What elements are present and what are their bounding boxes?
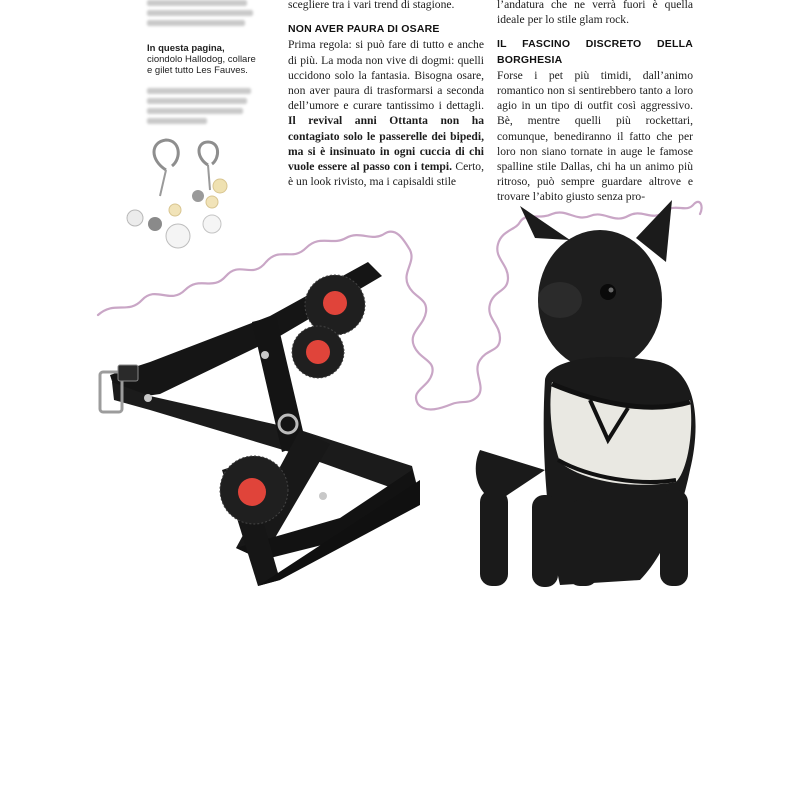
mid-para-1: Prima regola: si può fare di tutto e anche di più. La moda non vive di dogmi: quelli uccidono solo la fantasia. Bisogna osare, non aver paura di trasformarsi a seconda dell’umore e curare tantissimo i dettagli. — [288, 38, 484, 113]
harness-icon — [100, 262, 420, 586]
rose-ornament-bottom — [220, 456, 288, 524]
rose-ornament-middle — [292, 326, 344, 378]
mid-lead-line: scegliere tra i vari trend di stagione. — [288, 0, 455, 11]
right-lead-line: l’andatura che ne verrà fuori è quella ideale per lo stile glam rock. — [497, 0, 693, 27]
french-bulldog-icon — [476, 200, 696, 587]
right-paragraph: Forse i pet più timidi, dall’animo romantico non si sentirebbero tanto a loro agio in un tipo di outfit così aggressivo. Bè, mentre quelli più rockettari, comunque, benediranno il fatto che per loro non siano tornate in auge le famose spalline stile Dallas, chi ha un animo più ritroso, può sempre guardare altrove e trovare l’abito giusto senza pro- — [497, 68, 693, 204]
caption-text: ciondolo Hallodog, collare e gilet tutto Les Fauves. — [147, 54, 256, 76]
mid-para-bold: Il revival anni Ottanta non ha contagiato solo le passerelle dei bipedi, ma si è insinuato in ogni cuccia di chi vuole essere al passo con i tempi. — [288, 114, 484, 174]
mid-heading: NON AVER PAURA DI OSARE — [288, 23, 440, 36]
mid-para-2: Certo, è un look rivisto, ma i capisaldi stile — [288, 160, 484, 189]
right-heading: IL FASCINO DISCRETO DELLA BORGHESIA — [497, 38, 693, 66]
caption-bold: In questa pagina, — [147, 43, 225, 54]
charm-pendant-icon — [127, 140, 227, 248]
